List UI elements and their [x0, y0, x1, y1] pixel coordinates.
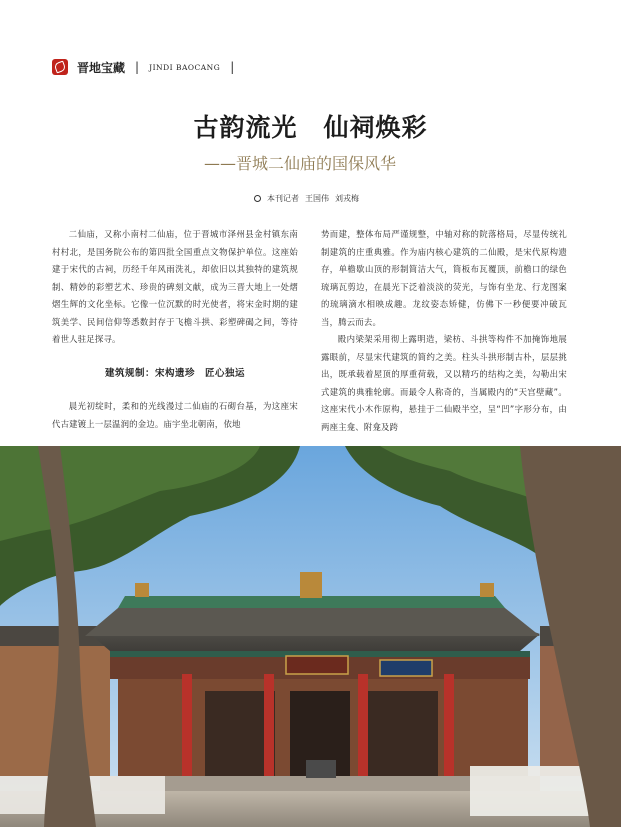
temple-photo-illustration: [0, 446, 621, 827]
header-separator: |: [135, 60, 140, 74]
temple-photo: [0, 446, 621, 827]
paragraph: 晨光初绽时，柔和的光线漫过二仙庙的石砌台基，为这座宋代古建镀上一层温润的金边。庙宇坐北朝南，依地: [52, 401, 298, 429]
article-subtitle: ——晋城二仙庙的国保风华: [204, 154, 397, 173]
column-name-cn: 晋地宝藏: [77, 60, 126, 75]
byline-name-2: 刘戎梅: [335, 194, 359, 203]
body-column-left: [52, 226, 298, 349]
column-header: [52, 58, 244, 76]
header-separator-end: |: [230, 60, 235, 74]
byline-dot-icon: [254, 195, 261, 202]
byline-name-1: 王国伟: [305, 194, 329, 203]
paragraph: 势而建，整体布局严谨规整，中轴对称的院落格局，尽显传统礼制建筑的庄重典雅。作为庙内核心建筑的二仙殿，是宋代原构遗存，单檐歇山顶的形制简洁大气，筒板布瓦覆顶，前檐口的绿色琉璃瓦剪边，在晨光下泛着淡淡的荧光，与饰有坐龙、行龙图案的琉璃滴水相映成趣。龙纹姿态矫健，仿佛下一秒便要冲破瓦当，腾云而去。: [321, 229, 567, 327]
column-name-en: JINDI BAOCANG: [149, 62, 221, 72]
section-heading: [52, 365, 298, 379]
paragraph: 殿内梁架采用彻上露明造，梁枋、斗拱等构件不加掩饰地展露眼前，尽显宋代建筑的简约之美。柱头斗拱形制古朴，层层挑出，既承载着屋顶的厚重荷载，又以精巧的结构之美，勾勒出宋式建筑的典雅轮廓。而最令人称奇的，当属殿内的“天宫壁藏”。这座宋代小木作原构，悬挂于二仙殿半空，呈“凹”字形分布，由两座主龛、附龛及跨: [321, 334, 567, 432]
article-title-part1: 古韵流光: [193, 113, 298, 142]
section-heading-part2: 匠心独运: [205, 368, 246, 379]
paragraph: 二仙庙，又称小南村二仙庙，位于晋城市泽州县金村镇东南村村北，是国务院公布的第四批全国重点文物保护单位。这座始建于宋代的古祠，历经千年风雨洗礼，却依旧以其独特的建筑规制、精妙的彩塑艺术、珍贵的碑刻文献，成为三晋大地上一处熠熠生辉的文化坐标。它像一位沉默的时光使者，将宋金时期的建筑美学、民间信仰等悉数封存于飞檐斗拱、彩塑碑碣之间，等待着世人驻足探寻。: [52, 229, 298, 344]
byline-role: 本刊记者: [267, 194, 299, 203]
section-heading-part1: 建筑规制：宋构遗珍: [104, 368, 195, 379]
article-title: [0, 108, 621, 144]
article-title-part2: 仙祠焕彩: [323, 113, 428, 142]
body-column-left-2: [52, 398, 298, 433]
byline: [254, 193, 359, 204]
body-column-right: [321, 226, 567, 436]
magazine-logo-icon: [52, 59, 68, 75]
